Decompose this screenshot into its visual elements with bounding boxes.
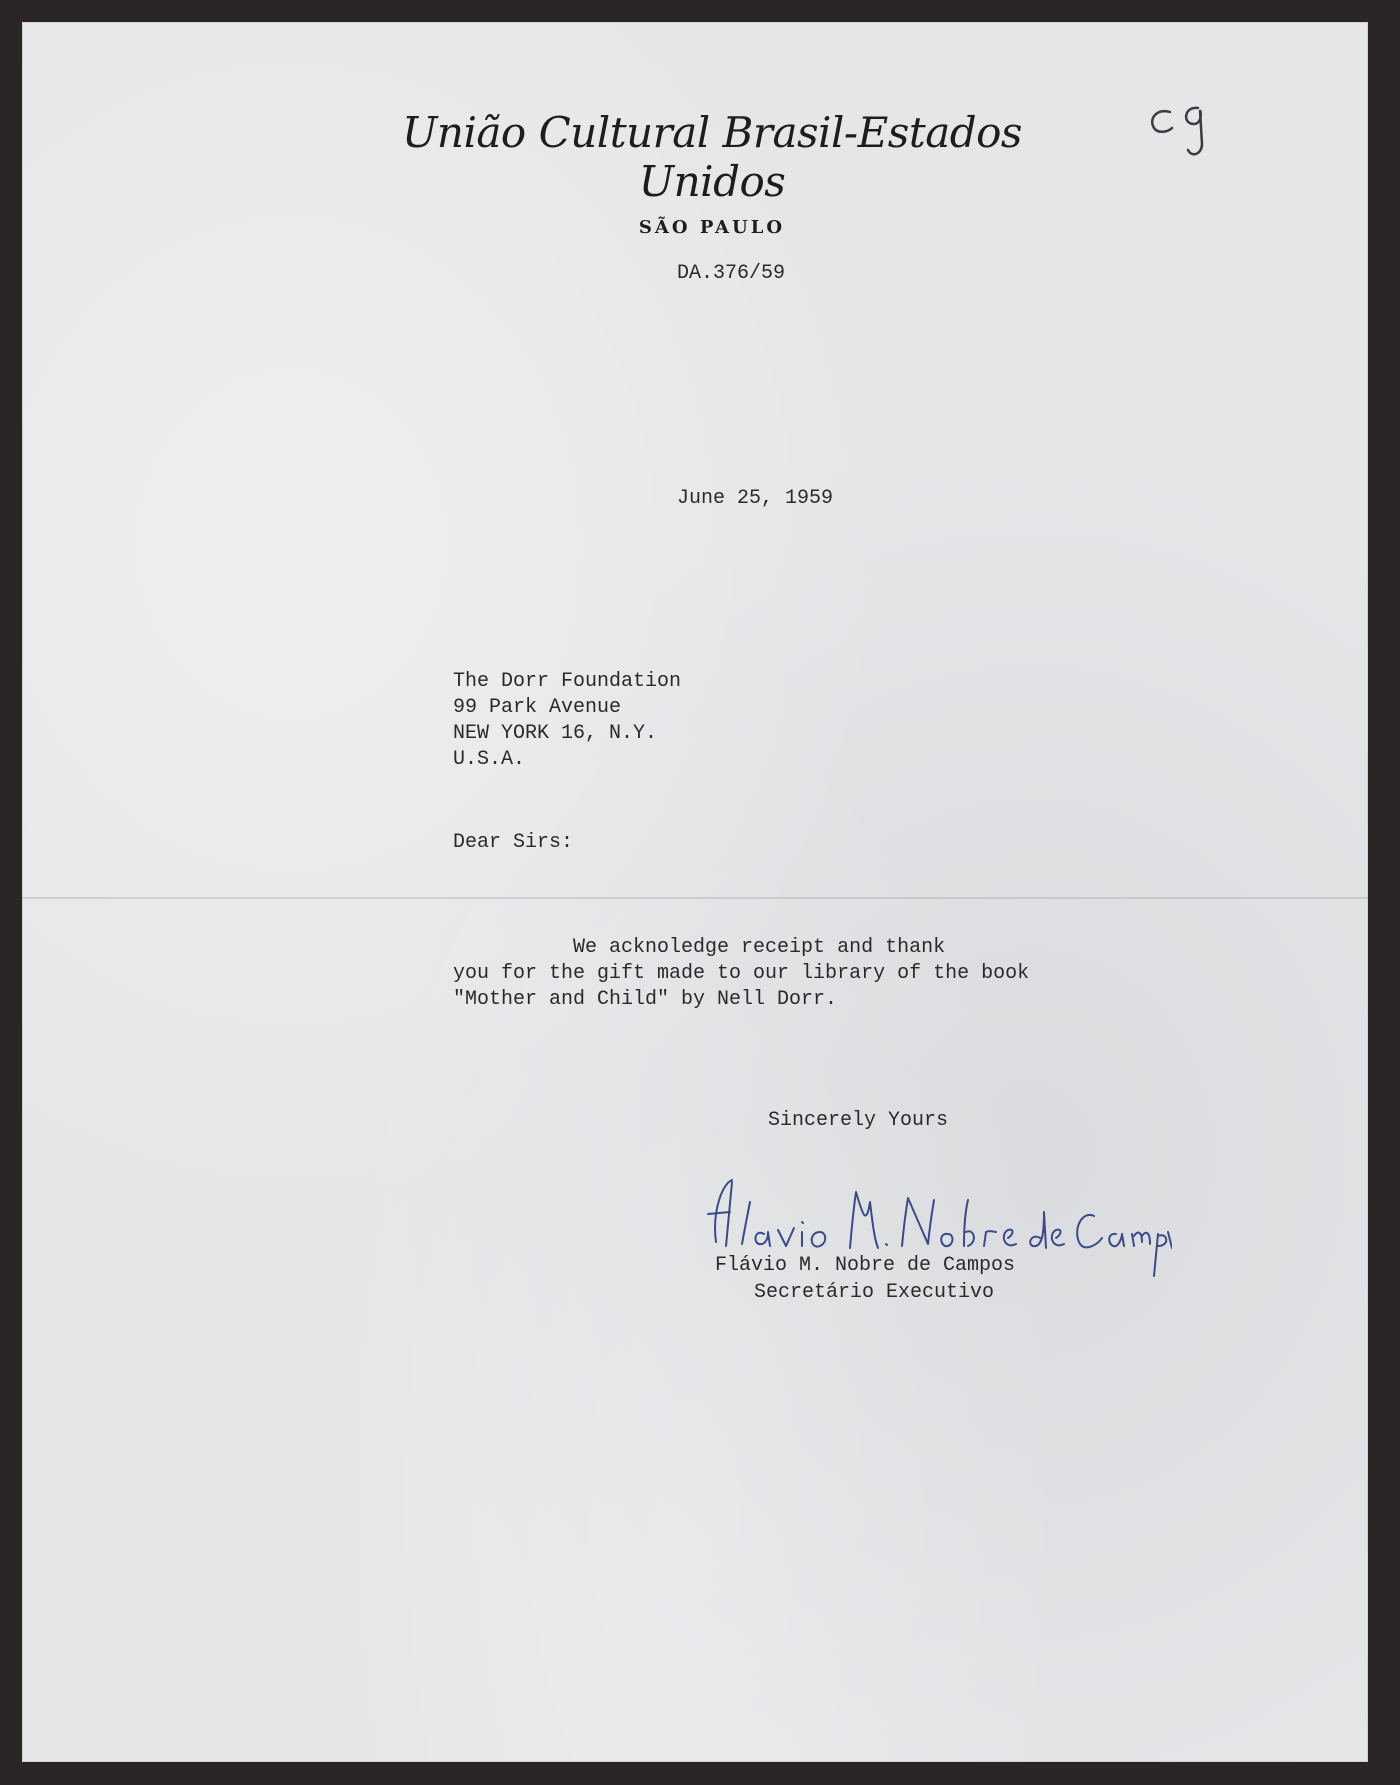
body-line-1: We acknoledge receipt and thank [453,936,946,959]
letterhead-city: SÃO PAULO [638,217,786,238]
reference-number: DA.376/59 [677,262,786,285]
signer-name: Flávio M. Nobre de Campos [715,1254,1016,1277]
recipient-line-4: U.S.A. [453,748,526,771]
letter-body [453,935,1029,1013]
body-line-3: "Mother and Child" by Nell Dorr. [453,988,838,1011]
recipient-line-2: 99 Park Avenue [453,696,622,719]
signer-title: Secretário Executivo [754,1281,995,1304]
closing: Sincerely Yours [768,1109,949,1132]
body-line-2: you for the gift made to our library of the book [453,962,1030,985]
recipient-line-1: The Dorr Foundation [453,670,682,693]
letter-page [22,22,1368,1762]
salutation: Dear Sirs: [453,831,574,854]
recipient-address [453,669,681,773]
letterhead-organization: União Cultural Brasil-Estados Unidos [402,108,1022,206]
handwritten-initials-mark [1140,100,1220,170]
letter-date: June 25, 1959 [677,487,834,510]
recipient-line-3: NEW YORK 16, N.Y. [453,722,658,745]
paper-fold-line [22,897,1368,899]
